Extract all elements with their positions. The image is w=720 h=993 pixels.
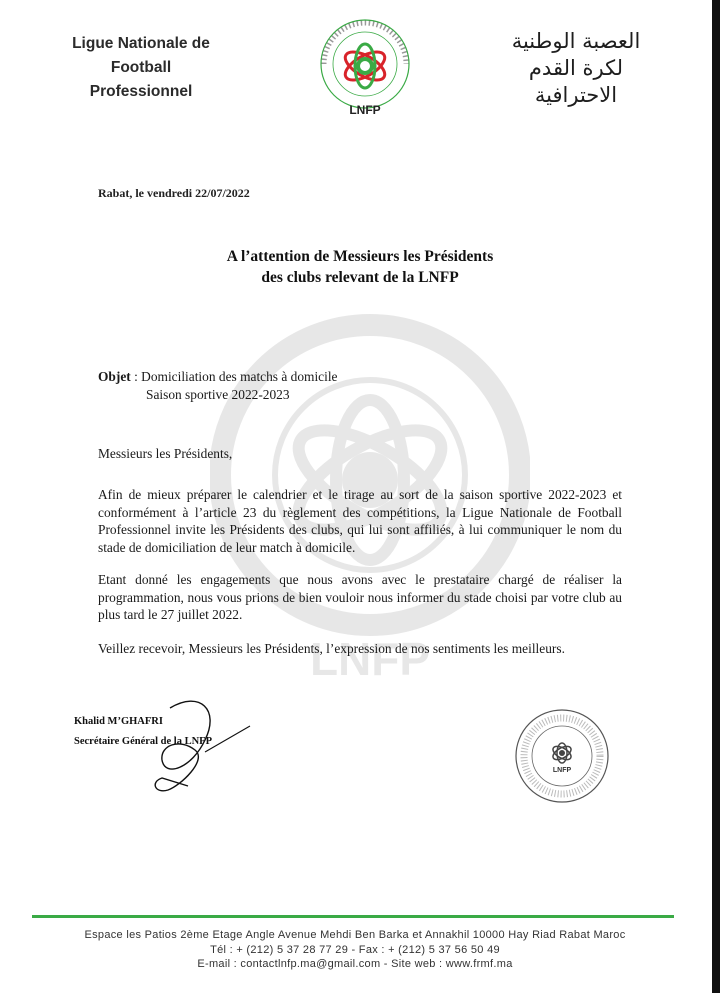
watermark-text: LNFP <box>309 633 431 685</box>
body-paragraph-3: Veillez recevoir, Messieurs les Présidents, l’expression de nos sentiments les meilleurs. <box>98 641 565 656</box>
org-name-french-line1: Ligue Nationale de <box>72 35 210 52</box>
attention-line-1: A l’attention de Messieurs les Présidents <box>226 248 494 265</box>
footer-phone: Tél : + (212) 5 37 28 77 29 - Fax : + (212) 5 37 56 50 49 <box>210 943 500 956</box>
signatory-title: Secrétaire Général de la LNFP <box>74 736 213 747</box>
logo-text: LNFP <box>349 103 381 117</box>
footer-divider <box>32 915 674 918</box>
body-paragraph-2: Etant donné les engagements que nous avons avec le prestataire chargé de réaliser la programmation, nous vous prions de bien vouloir nous informer du stade choisi par votre club au plus tard le 27 juillet 2022. <box>98 572 622 622</box>
subject-label: Objet <box>98 369 131 384</box>
stamp-text: LNFP <box>552 767 572 774</box>
attention-heading <box>150 246 570 288</box>
subject-separator: : <box>130 369 142 384</box>
handwritten-signature <box>110 690 280 800</box>
salutation: Messieurs les Présidents, <box>98 446 233 461</box>
attention-line-2: des clubs relevant de la LNFP <box>261 269 459 286</box>
subject-line-1: Domiciliation des matchs à domicile <box>141 369 338 384</box>
footer <box>40 928 670 972</box>
subject-line-2: Saison sportive 2022-2023 <box>146 387 290 402</box>
org-name-arabic <box>496 28 656 109</box>
lnfp-logo <box>310 14 420 124</box>
footer-contact: E-mail : contactlnfp.ma@gmail.com - Site web : www.frmf.ma <box>197 958 513 970</box>
org-name-arabic-line1: العصبة الوطنية <box>511 29 641 53</box>
signatory-name: Khalid M’GHAFRI <box>74 716 163 727</box>
letter-date: Rabat, le vendredi 22/07/2022 <box>98 186 250 200</box>
footer-address: Espace les Patios 2ème Etage Angle Avenue Mehdi Ben Barka et Annakhil 10000 Hay Riad Rabat Maroc <box>84 929 626 941</box>
subject-block <box>98 368 338 404</box>
org-name-french-line2: Football Professionnel <box>89 59 193 100</box>
official-stamp <box>512 706 612 806</box>
body-paragraph-1: Afin de mieux préparer le calendrier et le tirage au sort de la saison sportive 2022-2023 et conformément à l’article 23 du règlement des compétitions, la Ligue Nationale de Football Professionnel invite les Présidents des clubs, qui lui sont affiliés, à lui communiquer le nom du stade de domiciliation de leur match à domicile. <box>98 487 622 555</box>
org-name-arabic-line2: لكرة القدم الاحترافية <box>528 56 624 107</box>
org-name-french <box>68 32 214 104</box>
